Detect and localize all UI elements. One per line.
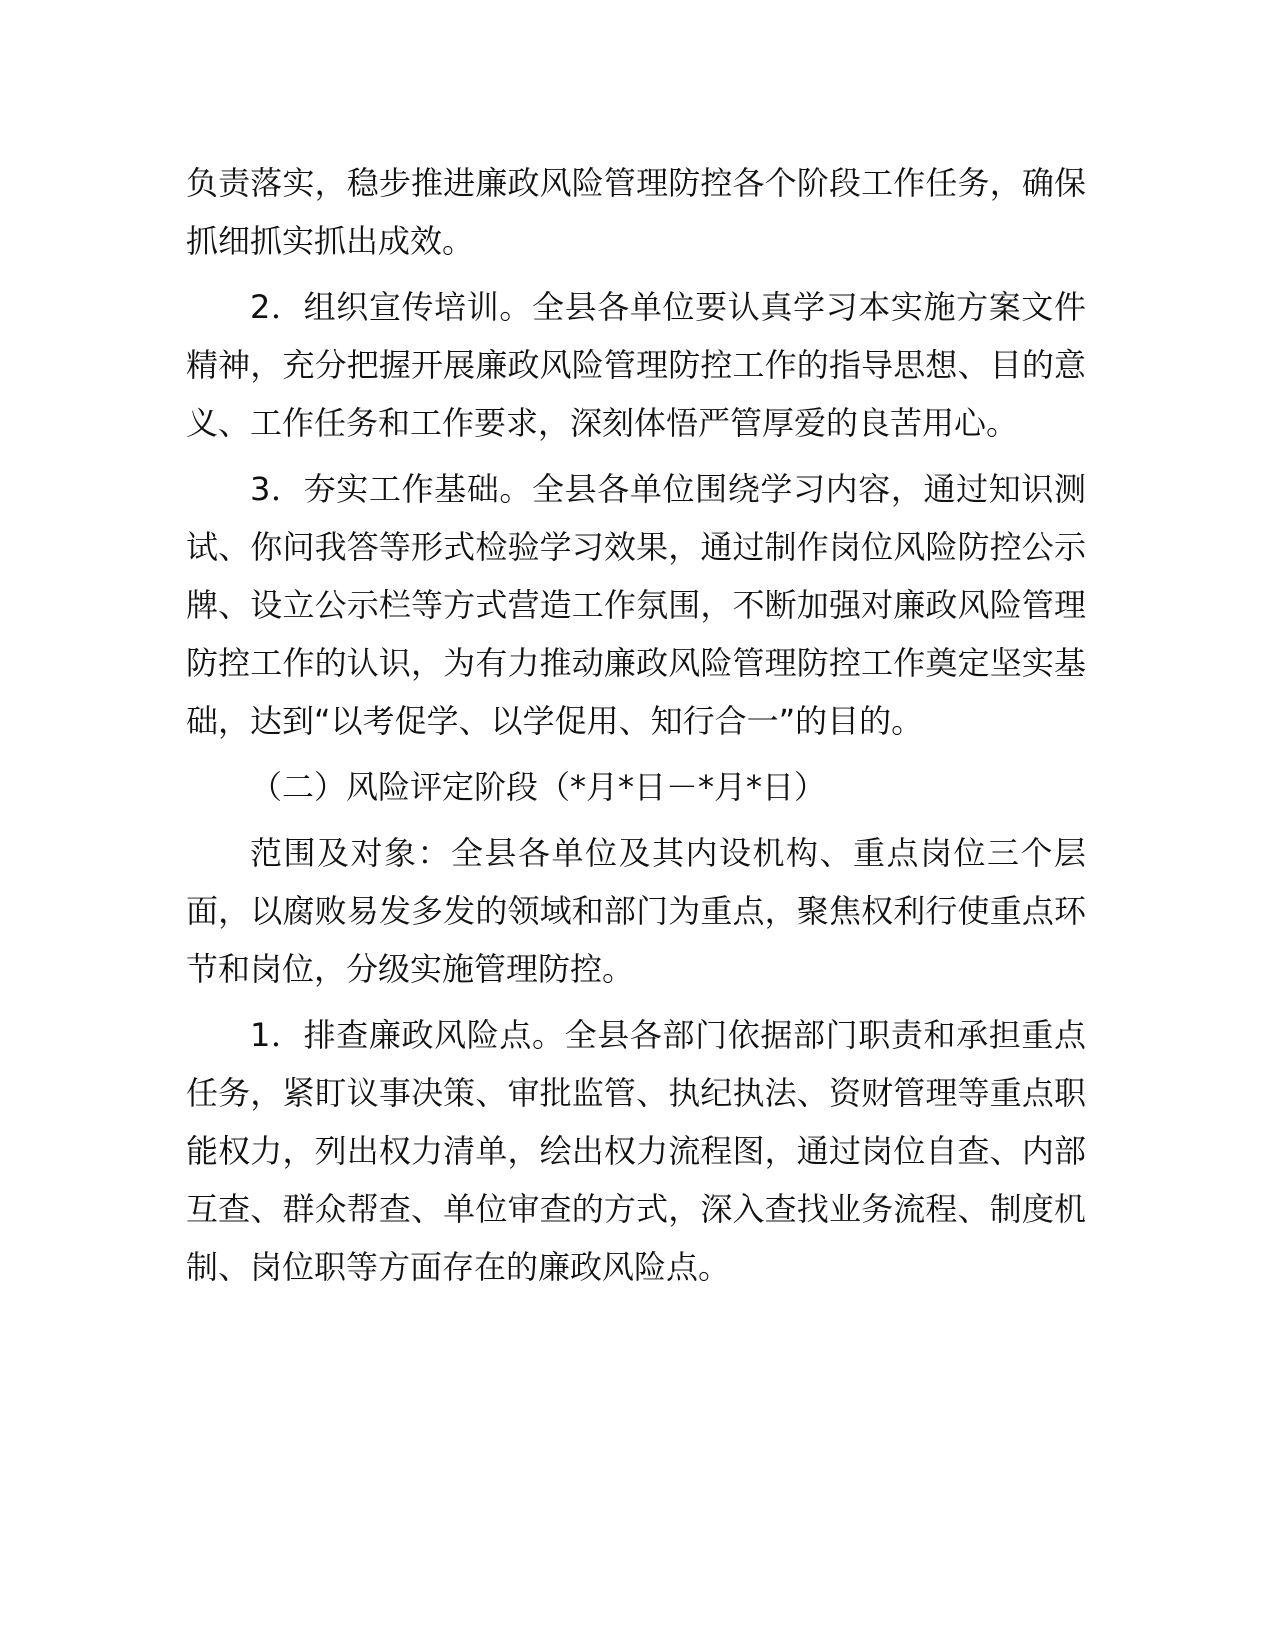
paragraph-item-2-training: 2．组织宣传培训。全县各单位要认真学习本实施方案文件精神，充分把握开展廉政风险管理防控工作的指导思想、目的意义、工作任务和工作要求，深刻体悟严管厚爱的良苦用心。 [186,288,1086,442]
paragraph-continuation: 负责落实，稳步推进廉政风险管理防控各个阶段工作任务，确保抓细抓实抓出成效。 [186,164,1086,260]
paragraph-item-3-foundation: 3．夯实工作基础。全县各单位围绕学习内容，通过知识测试、你问我答等形式检验学习效果，通过制作岗位风险防控公示牌、设立公示栏等方式营造工作氛围，不断加强对廉政风险管理防控工作的认识，为有力推动廉政风险管理防控工作奠定坚实基础，达到“以考促学、以学促用、知行合一”的目的。 [186,470,1086,740]
paragraph-item-1-risk-points: 1．排查廉政风险点。全县各部门依据部门职责和承担重点任务，紧盯议事决策、审批监管、执纪执法、资财管理等重点职能权力，列出权力清单，绘出权力流程图，通过岗位自查、内部互查、群众帮查、单位审查的方式，深入查找业务流程、制度机制、岗位职等方面存在的廉政风险点。 [186,1016,1086,1286]
document-body [186,154,1086,1304]
paragraph-scope-and-target: 范围及对象：全县各单位及其内设机构、重点岗位三个层面，以腐败易发多发的领域和部门为重点，聚焦权利行使重点环节和岗位，分级实施管理防控。 [186,834,1086,988]
section-heading-risk-assessment: （二）风险评定阶段（*月*日－*月*日） [250,768,827,806]
